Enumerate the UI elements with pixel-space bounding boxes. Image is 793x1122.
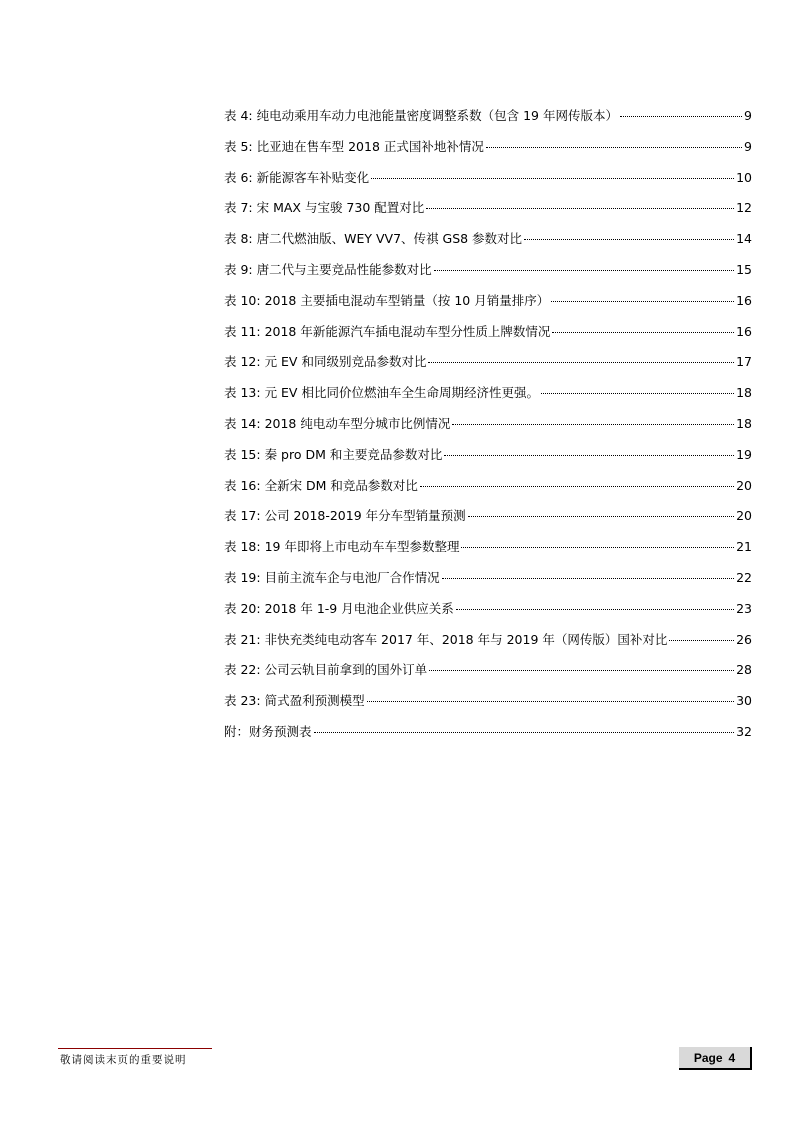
toc-entry-page: 21 — [736, 539, 752, 555]
toc-entry-label: 表 18: 19 年即将上市电动车车型参数整理 — [224, 539, 460, 555]
toc-dot-leader — [314, 720, 735, 733]
toc-entry-page: 17 — [736, 354, 752, 370]
toc-entry-page: 19 — [736, 446, 752, 462]
table-of-tables — [224, 106, 752, 753]
toc-entry[interactable] — [224, 229, 752, 260]
toc-entry[interactable] — [224, 106, 752, 137]
toc-dot-leader — [442, 566, 735, 579]
toc-entry[interactable] — [224, 660, 752, 691]
page-number: 4 — [728, 1050, 736, 1065]
toc-entry[interactable] — [224, 352, 752, 383]
toc-entry[interactable] — [224, 198, 752, 229]
toc-entry-label: 表 19: 目前主流车企与电池厂合作情况 — [224, 569, 440, 585]
toc-dot-leader — [426, 196, 734, 209]
toc-dot-leader — [434, 258, 734, 271]
toc-entry[interactable] — [224, 383, 752, 414]
toc-entry-label: 表 17: 公司 2018-2019 年分车型销量预测 — [224, 508, 466, 524]
toc-dot-leader — [371, 166, 734, 179]
toc-entry[interactable] — [224, 599, 752, 630]
toc-entry-label: 表 23: 简式盈利预测模型 — [224, 693, 365, 709]
toc-dot-leader — [524, 227, 734, 240]
toc-dot-leader — [620, 104, 742, 117]
toc-entry-page: 30 — [736, 693, 752, 709]
toc-dot-leader — [541, 381, 734, 394]
toc-dot-leader — [420, 474, 734, 487]
toc-entry-page: 10 — [736, 169, 752, 185]
toc-dot-leader — [552, 320, 734, 333]
toc-entry[interactable] — [224, 445, 752, 476]
toc-entry-label: 表 13: 元 EV 相比同价位燃油车全生命周期经济性更强。 — [224, 385, 539, 401]
toc-entry-label: 表 9: 唐二代与主要竞品性能参数对比 — [224, 261, 432, 277]
toc-entry-page: 26 — [736, 631, 752, 647]
toc-dot-leader — [367, 689, 735, 702]
toc-entry-label: 表 6: 新能源客车补贴变化 — [224, 169, 370, 185]
toc-dot-leader — [444, 443, 734, 456]
toc-entry-page: 9 — [744, 138, 752, 154]
toc-entry-label: 附：财务预测表 — [224, 723, 312, 739]
toc-entry-page: 14 — [736, 231, 752, 247]
toc-dot-leader — [429, 658, 734, 671]
toc-entry-page: 12 — [736, 200, 752, 216]
toc-entry-label: 表 11: 2018 年新能源汽车插电混动车型分性质上牌数情况 — [224, 323, 551, 339]
toc-dot-leader — [461, 535, 734, 548]
toc-entry-page: 16 — [736, 323, 752, 339]
toc-entry[interactable] — [224, 260, 752, 291]
toc-entry-page: 22 — [736, 569, 752, 585]
toc-entry-label: 表 21: 非快充类纯电动客车 2017 年、2018 年与 2019 年（网传版）国补对比 — [224, 631, 668, 647]
toc-dot-leader — [428, 350, 734, 363]
toc-entry-label: 表 7: 宋 MAX 与宝骏 730 配置对比 — [224, 200, 425, 216]
toc-entry-page: 18 — [736, 415, 752, 431]
toc-entry-label: 表 14: 2018 纯电动车型分城市比例情况 — [224, 415, 451, 431]
toc-entry-label: 表 20: 2018 年 1-9 月电池企业供应关系 — [224, 600, 454, 616]
toc-entry-label: 表 16: 全新宋 DM 和竞品参数对比 — [224, 477, 418, 493]
toc-entry-label: 表 15: 秦 pro DM 和主要竞品参数对比 — [224, 446, 443, 462]
toc-entry-label: 表 22: 公司云轨目前拿到的国外订单 — [224, 662, 428, 678]
toc-entry[interactable] — [224, 414, 752, 445]
toc-entry-page: 15 — [736, 261, 752, 277]
toc-entry[interactable] — [224, 476, 752, 507]
page-number-box — [679, 1047, 752, 1070]
toc-entry[interactable] — [224, 722, 752, 753]
toc-dot-leader — [486, 135, 742, 148]
footer-divider — [58, 1048, 212, 1049]
toc-entry-label: 表 4: 纯电动乘用车动力电池能量密度调整系数（包含 19 年网传版本） — [224, 108, 618, 123]
toc-entry-page: 28 — [736, 662, 752, 678]
toc-entry-page: 20 — [736, 508, 752, 524]
toc-entry-page: 32 — [736, 723, 752, 739]
toc-dot-leader — [456, 597, 734, 610]
toc-dot-leader — [468, 504, 734, 517]
toc-entry-label: 表 5: 比亚迪在售车型 2018 正式国补地补情况 — [224, 138, 484, 154]
toc-entry[interactable] — [224, 630, 752, 661]
toc-entry-page: 23 — [736, 600, 752, 616]
toc-entry[interactable] — [224, 137, 752, 168]
toc-entry[interactable] — [224, 291, 752, 322]
toc-entry[interactable] — [224, 568, 752, 599]
page-label: Page — [693, 1050, 723, 1065]
toc-entry[interactable] — [224, 506, 752, 537]
toc-entry[interactable] — [224, 691, 752, 722]
toc-entry-page: 20 — [736, 477, 752, 493]
toc-entry-label: 表 12: 元 EV 和同级别竞品参数对比 — [224, 354, 427, 370]
toc-dot-leader — [669, 628, 734, 641]
toc-entry[interactable] — [224, 537, 752, 568]
toc-entry[interactable] — [224, 168, 752, 199]
toc-entry-label: 表 8: 唐二代燃油版、WEY VV7、传祺 GS8 参数对比 — [224, 231, 523, 247]
toc-entry-page: 9 — [744, 108, 752, 123]
toc-entry-page: 16 — [736, 292, 752, 308]
toc-entry-page: 18 — [736, 385, 752, 401]
toc-entry-label: 表 10: 2018 主要插电混动车型销量（按 10 月销量排序） — [224, 292, 550, 308]
footer-disclaimer-note: 敬请阅读末页的重要说明 — [60, 1054, 187, 1066]
toc-dot-leader — [452, 412, 734, 425]
toc-entry[interactable] — [224, 322, 752, 353]
toc-dot-leader — [551, 289, 734, 302]
